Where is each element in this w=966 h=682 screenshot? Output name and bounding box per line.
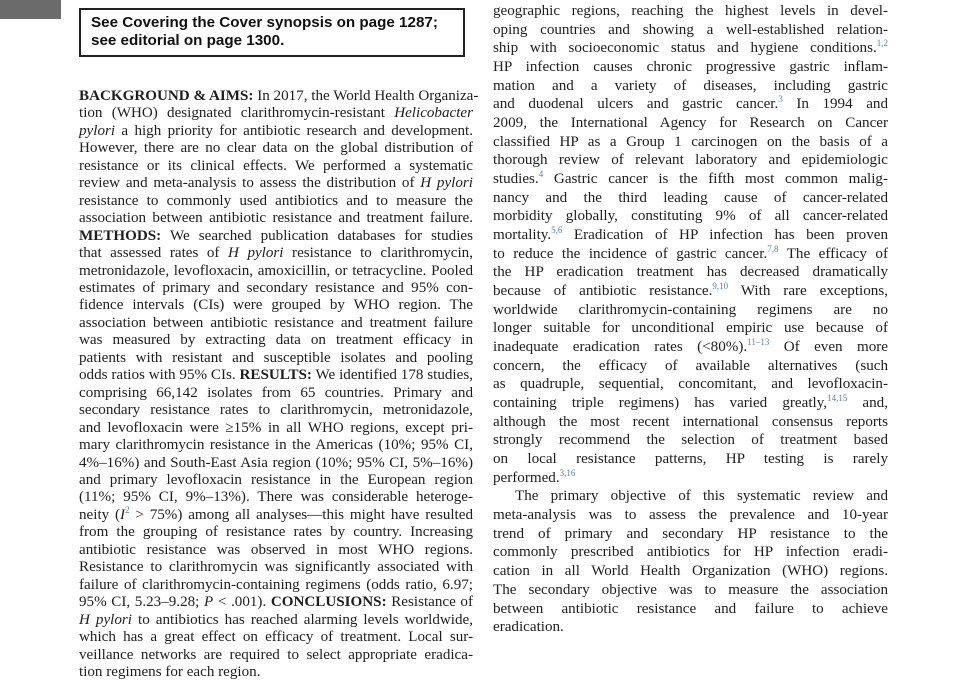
text-line [493,394,888,413]
citation-superscript: 7,8 [767,243,779,254]
text-segment: Helicobacter [394,105,473,122]
text-line [79,472,473,489]
note-line-2: see editorial on page 1300. [91,32,285,49]
text-line [79,437,473,454]
text-segment: eradication. [493,619,564,636]
text-line [493,301,888,320]
text-line [79,402,473,419]
text-line [79,263,473,280]
text-line [79,420,473,437]
paragraph [493,2,888,487]
citation-superscript: 5,6 [551,225,563,236]
section-label: BACKGROUND & AIMS: [79,88,254,104]
text-segment: on local resistance patterns, HP testing is rarely [493,451,888,468]
text-line [493,282,888,301]
text-segment: studies. [493,171,539,188]
text-line [493,413,888,432]
text-line [493,506,888,525]
text-line [79,228,473,245]
text-segment: strongly recommend the selection of treatment based [493,432,888,449]
text-segment: We identified 178 studies, [311,367,473,384]
text-line [493,207,888,226]
text-segment: thorough review of relevant laboratory and epidemiologic [493,152,888,169]
text-line [493,600,888,619]
text-line [493,618,888,637]
text-line [79,158,473,175]
text-line [493,189,888,208]
text-segment: tion regimens for each region. [79,663,261,680]
text-line [493,263,888,282]
text-segment: With rare exceptions, [728,283,888,300]
text-line [79,577,473,594]
text-segment: ship with socioeconomic status and hygiene conditions. [493,40,877,57]
citation-superscript: 2 [125,504,130,515]
text-segment: P [204,594,214,611]
text-line [79,350,473,367]
text-segment: (11%; 95% CI, 9%–13%). There was considerable heteroge- [79,489,473,506]
text-segment: resistance to clarithromycin, [283,245,473,262]
text-segment: the HP eradication treatment has decreased dramatically [493,264,888,281]
citation-superscript: 9,10 [712,281,729,292]
text-segment: worldwide clarithromycin-containing regimens are no [493,301,888,318]
text-segment: The secondary objective was to measure the association [493,581,888,598]
text-line [493,450,888,469]
text-segment: commonly prescribed antibiotics for HP infection eradi- [493,544,888,561]
text-line [493,95,888,114]
text-segment: mortality. [493,227,552,244]
text-line [79,193,473,210]
text-line [79,594,473,611]
text-line [493,58,888,77]
text-segment: 4%–16%) and South-East Asia region (10%; 95% CI, 5%–16%) [79,454,473,471]
note-line-1: See Covering the Cover synopsis on page 1287; [91,14,438,31]
text-segment: and primary levofloxacin resistance in the European region [79,471,473,488]
text-line [79,280,473,297]
text-segment: In 2017, the World Health Organiza- [253,88,479,104]
text-segment: antibiotic resistance was observed in most WHO regions. [79,541,473,558]
text-segment: association between antibiotic resistance and treatment failure [79,314,473,331]
introduction-column [493,2,888,637]
text-segment: was measured by extracting data on treatment efficacy in [79,332,473,349]
text-segment: resistance or its clinical effects. We performed a systematic [79,157,473,174]
text-line [493,431,888,450]
text-line [79,647,473,664]
text-line [79,367,473,384]
text-line [493,226,888,245]
text-segment: to reduce the incidence of gastric cancer. [493,245,768,262]
text-segment: longer suitable for unconditional empiric use because of [493,320,888,337]
text-segment: nancy and the third leading cause of cancer-related [493,189,888,206]
text-segment: Resistance of [386,594,473,611]
text-line [493,487,888,506]
text-segment: because of antibiotic resistance. [493,283,713,300]
text-segment: failure of clarithromycin-containing regimens (odds ratio, 6.97; [79,576,473,593]
text-line [493,151,888,170]
text-line [79,504,473,524]
text-line [493,469,888,488]
text-segment: that assessed rates of [79,245,228,262]
text-segment: H pylori [420,175,473,192]
text-line [493,39,888,58]
text-segment: performed. [493,469,560,486]
text-segment: inadequate eradication rates (<80%). [493,339,748,356]
section-label: METHODS: [79,227,162,244]
page-corner-tab [0,0,61,19]
text-segment: between antibiotic resistance and failure to achieve [493,600,888,617]
text-segment: geographic regions, reaching the highest levels in devel- [493,3,888,19]
text-line [493,525,888,544]
text-segment: Eradication of HP infection has been proven [562,227,888,244]
text-segment: which has a great effect on efficacy of treatment. Local sur- [79,629,473,646]
text-segment: fidence intervals (CIs) were grouped by WHO region. The [79,297,473,314]
text-segment: meta-analysis was to assess the prevalence and 10-year [493,507,888,524]
text-segment: a high priority for antibiotic research and development. [115,122,473,139]
section-label: CONCLUSIONS: [270,594,387,611]
text-segment: although the most recent international consensus reports [493,413,888,430]
citation-superscript: 11–13 [747,337,770,348]
text-line [493,562,888,581]
text-segment: neity ( [79,506,121,523]
text-segment: patients with resistant and susceptible isolates and pooling [79,349,473,366]
text-segment: HP infection causes chronic progressive gastric inflam- [493,59,888,76]
text-line [79,612,473,629]
text-segment: classified HP as a Group 1 carcinogen on the basis of a [493,133,888,150]
text-line [79,542,473,559]
text-segment: veillance networks are required to select appropriate eradica- [79,646,473,663]
text-line [79,88,479,105]
citation-superscript: 4 [538,169,544,180]
text-segment: as quadruple, sequential, concomitant, and levofloxacin- [493,376,888,393]
text-segment: morbidity globally, constituting 9% of all cancer-related [493,208,888,225]
text-line [79,297,473,314]
text-segment: and, [847,395,888,412]
paragraph [79,88,479,681]
text-line [79,175,473,192]
text-line [493,114,888,133]
text-segment: resistance to commonly used antibiotics and to measure the [79,192,473,209]
text-line [79,664,473,681]
text-segment: from the grouping of resistance rates by country. Increasing [79,524,473,541]
text-line [79,210,473,227]
text-line [79,385,473,402]
text-segment: H pylori [79,611,132,628]
text-segment: The primary objective of this systematic review and [515,488,888,505]
text-segment: review and meta-analysis to assess the distribution of [79,175,421,192]
citation-superscript: 14,15 [827,393,848,404]
text-segment: cation in all World Health Organization (WHO) regions. [493,563,888,580]
text-line [493,170,888,189]
text-segment: pylori [79,122,116,139]
text-segment: concern, the efficacy of available alternatives (such [493,357,888,374]
paragraph [493,487,888,636]
text-line [79,245,473,262]
text-line [79,315,473,332]
text-line [79,455,473,472]
text-segment: The efficacy of [778,245,889,262]
text-segment: Resistance to clarithromycin was significantly associated with [79,559,473,576]
text-line [79,489,473,506]
text-segment: mation and a variety of diseases, including gastric [493,77,888,94]
text-segment: trend of primary and secondary HP resistance to the [493,525,888,542]
text-line [493,357,888,376]
text-segment: > 75%) among all analyses—this might have resulted [129,506,473,523]
text-line [493,581,888,600]
text-segment: odds ratios with 95% CIs. [79,367,240,384]
text-segment: < .001). [213,594,271,611]
text-segment: metronidazole, levofloxacin, amoxicillin, or tetracycline. Pooled [79,262,473,279]
text-segment: Gastric cancer is the fifth most common malig- [543,171,888,188]
text-line [493,319,888,338]
text-line [493,21,888,40]
text-line [493,2,888,21]
text-line [493,77,888,96]
text-segment: We searched publication databases for studies [161,227,473,244]
text-line [79,105,473,122]
text-segment: to antibiotics has reached alarming levels worldwide, [131,611,473,628]
text-segment: I [120,506,126,523]
text-segment: comprising 66,142 isolates from 65 countries. Primary and [79,384,473,401]
text-line [493,543,888,562]
text-line [79,629,473,646]
abstract-column [79,88,479,681]
text-segment: mary clarithromycin resistance in the Americas (10%; 95% CI, [79,437,473,454]
text-segment: and levofloxacin were ≥15% in all WHO regions, except pri- [79,419,473,436]
text-segment: secondary resistance rates to clarithromycin, metronidazole, [79,402,473,419]
text-segment: In 1994 and [782,96,888,113]
text-segment: tion (WHO) designated clarithromycin-resistant [79,105,395,122]
text-line [493,133,888,152]
text-line [79,524,473,541]
text-segment: and duodenal ulcers and gastric cancer. [493,96,779,113]
text-line [79,332,473,349]
citation-superscript: 3,16 [559,467,576,478]
text-line [79,140,473,157]
text-segment: containing triple regimens) has varied greatly, [493,395,828,412]
cover-editorial-note [79,8,465,57]
text-line [79,123,473,140]
citation-superscript: 3 [778,94,783,105]
text-line [493,245,888,264]
text-segment: Of even more [769,339,888,356]
text-line [493,375,888,394]
text-segment: association between antibiotic resistance and treatment failure. [79,210,473,227]
text-segment: However, there are no clear data on the global distribution of [79,140,473,157]
text-segment: 95% CI, 5.23–9.28; [79,594,204,611]
citation-superscript: 1,2 [876,38,888,49]
text-line [493,338,888,357]
text-segment: H pylori [228,245,284,262]
text-segment: oping countries and showing a well-established relation- [493,21,888,38]
section-label: RESULTS: [239,367,312,384]
text-segment: 2009, the International Agency for Research on Cancer [493,115,888,132]
text-line [79,559,473,576]
text-segment: estimates of primary and secondary resistance and 95% con- [79,279,473,296]
